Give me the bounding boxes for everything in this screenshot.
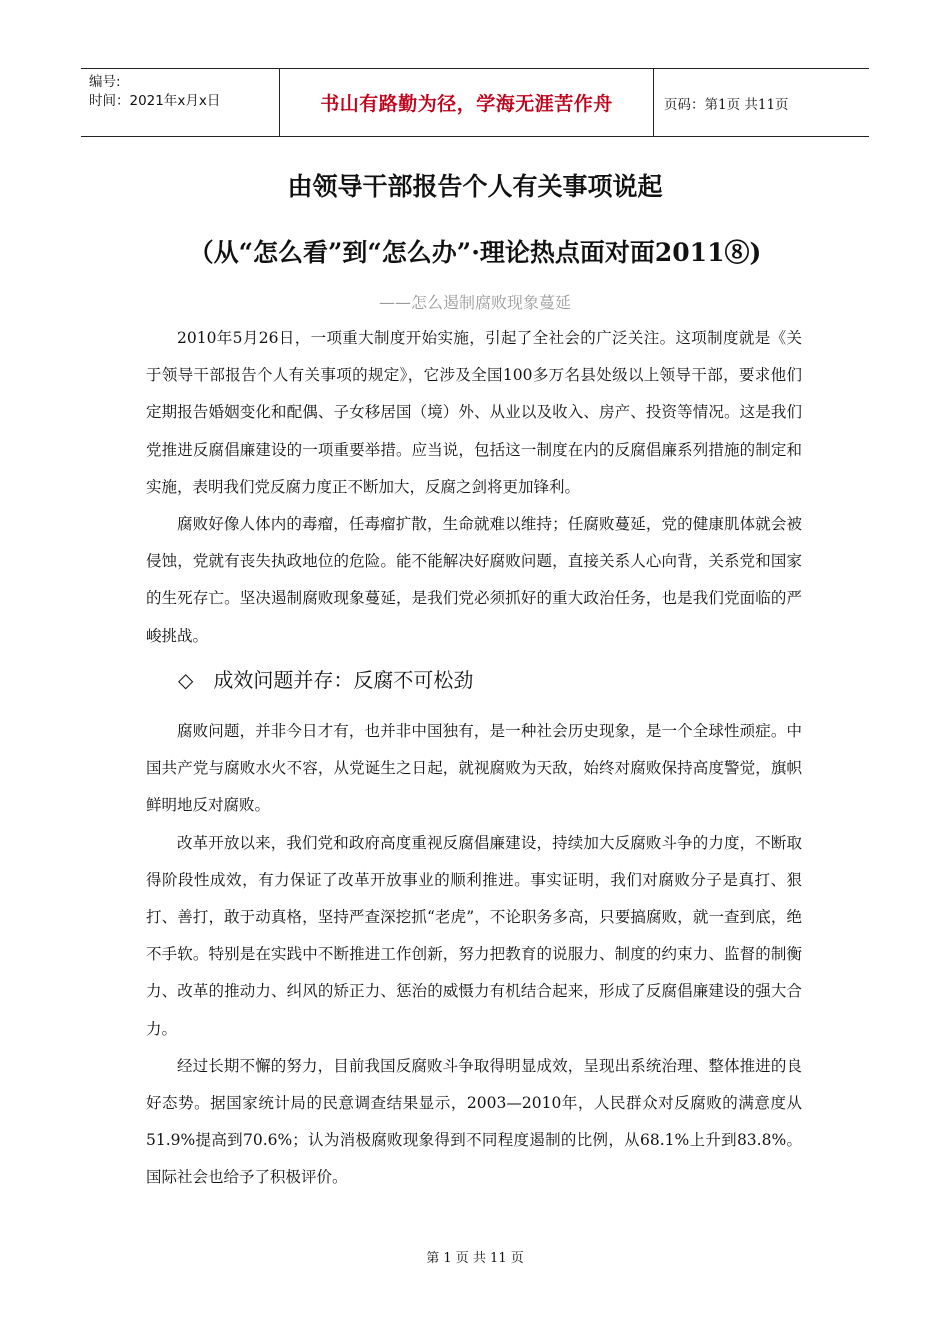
- date-label: 时间：2021年x月x日: [89, 93, 221, 109]
- paragraph: 改革开放以来，我们党和政府高度重视反腐倡廉建设，持续加大反腐败斗争的力度，不断取得阶段性成效，有力保证了改革开放事业的顺利推进。事实证明，我们对腐败分子是真打、狠打、善打，敢于动真格，坚持严查深挖抓“老虎”，不论职务多高，只要搞腐败，就一查到底，绝不手软。特别是在实践中不断推进工作创新，努力把教育的说服力、制度的约束力、监督的制衡力、改革的推动力、纠风的矫正力、惩治的威慑力有机结合起来，形成了反腐倡廉建设的强大合力。: [146, 833, 802, 1038]
- section-heading-text: 成效问题并存：反腐不可松劲: [213, 668, 474, 692]
- header-meta: [81, 69, 280, 136]
- document-header: [81, 68, 869, 137]
- diamond-bullet-icon: ◇: [178, 668, 194, 692]
- section-heading: [178, 664, 473, 693]
- intro-section: [146, 320, 802, 655]
- document-tagline: ——怎么遏制腐败现象蔓延: [378, 293, 571, 312]
- header-page-info: 页码：第1页 共11页: [664, 96, 789, 113]
- document-title: 由领导干部报告个人有关事项说起: [287, 172, 663, 201]
- page-footer: 第 1 页 共 11 页: [426, 1251, 524, 1266]
- paragraph: 经过长期不懈的努力，目前我国反腐败斗争取得明显成效，呈现出系统治理、整体推进的良好态势。据国家统计局的民意调查结果显示，2003—2010年，人民群众对反腐败的满意度从51.9%提高到70.6%；认为消极腐败现象得到不同程度遏制的比例，从68.1%上升到83.8%。国际社会也给予了积极评价。: [146, 1056, 802, 1187]
- paragraph: 腐败问题，并非今日才有，也并非中国独有，是一种社会历史现象，是一个全球性顽症。中国共产党与腐败水火不容，从党诞生之日起，就视腐败为天敌，始终对腐败保持高度警觉，旗帜鲜明地反对腐败。: [146, 722, 802, 815]
- header-motto: 书山有路勤为径，学海无涯苦作舟: [280, 69, 654, 136]
- body-section: [146, 713, 802, 1197]
- serial-number-label: 编号:: [89, 74, 121, 90]
- document-subtitle: （从“怎么看”到“怎么办”·理论热点面对面2011⑧): [188, 238, 762, 267]
- paragraph: 腐败好像人体内的毒瘤，任毒瘤扩散，生命就难以维持；任腐败蔓延，党的健康肌体就会被侵蚀，党就有丧失执政地位的危险。能不能解决好腐败问题，直接关系人心向背，关系党和国家的生死存亡。坚决遏制腐败现象蔓延，是我们党必须抓好的重大政治任务，也是我们党面临的严峻挑战。: [146, 515, 802, 645]
- paragraph: 2010年5月26日，一项重大制度开始实施，引起了全社会的广泛关注。这项制度就是《关于领导干部报告个人有关事项的规定》，它涉及全国100多万名县处级以上领导干部，要求他们定期报告婚姻变化和配偶、子女移居国（境）外、从业以及收入、房产、投资等情况。这是我们党推进反腐倡廉建设的一项重要举措。应当说，包括这一制度在内的反腐倡廉系列措施的制定和实施，表明我们党反腐力度正不断加大，反腐之剑将更加锋利。: [146, 329, 802, 496]
